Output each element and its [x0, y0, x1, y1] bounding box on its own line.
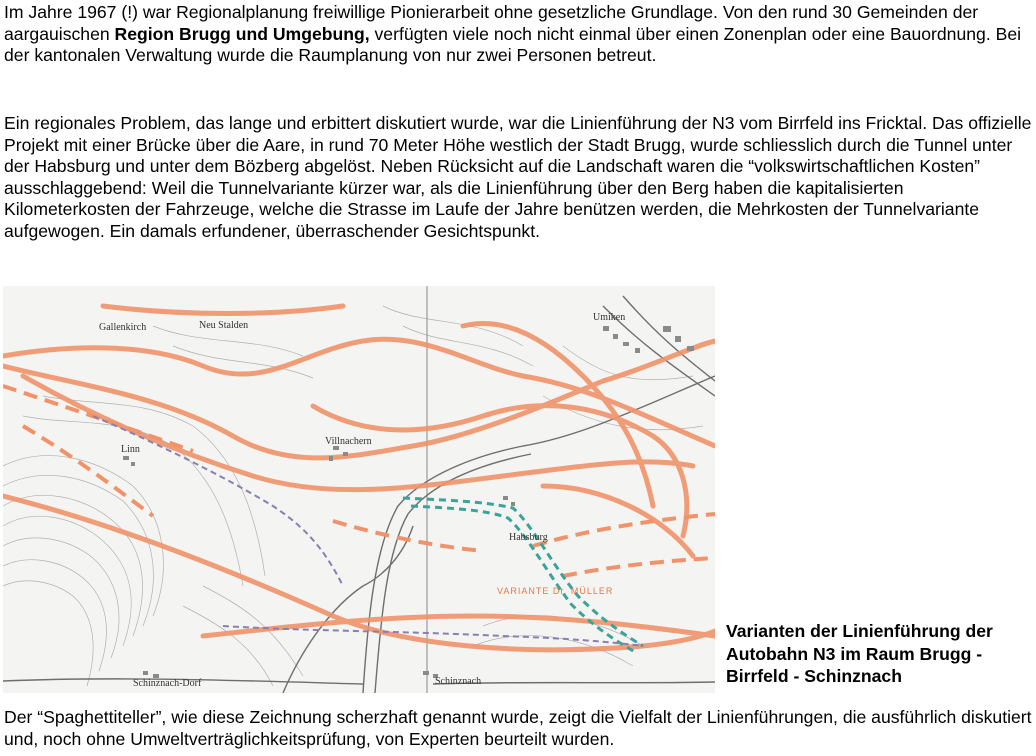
intro-text-end: verfügten viele noch nicht einmal über einen Zonenplan oder eine Bauordnung. Bei der kantonalen Verwaltung wurde die Raumplanung von nur zwei Personen betreut. [4, 23, 1022, 65]
map-label-schinznach-dorf: Schinznach-Dorf [133, 678, 202, 689]
route-variants-map [3, 286, 715, 693]
caption-line-1: Varianten der Linienführung der [726, 621, 993, 641]
caption-line-2: Autobahn N3 im Raum Brugg - [726, 643, 983, 664]
intro-paragraph [4, 2, 1032, 67]
caption-line-3: Birrfeld - Schinznach [726, 666, 902, 686]
map-label-linn: Linn [121, 444, 140, 455]
map-label-villnachern: Villnachern [325, 436, 372, 447]
map-caption [726, 620, 1036, 688]
map-label-schinznach: Schinznach [435, 676, 482, 687]
map-label-gallenkirch: Gallenkirch [99, 322, 147, 333]
spaghetti-paragraph: Der “Spaghettiteller”, wie diese Zeichnung scherzhaft genannt wurde, zeigt die Vielfalt der Linienführungen, die ausführlich diskutiert und, noch ohne Umweltverträglichkeitsprüfung, von Experten beurteilt wurden. [4, 707, 1032, 749]
map-label-variant: VARIANTE Dr. MÜLLER [497, 586, 614, 596]
intro-text-start: Im Jahre 1967 (!) war Regionalplanung freiwillige Pionierarbeit ohne gesetzliche Grundlage. Von den rund 30 Gemeinden der aargauischen [4, 2, 979, 44]
n3-route-paragraph: Ein regionales Problem, das lange und erbittert diskutiert wurde, war die Linienführung der N3 vom Birrfeld ins Fricktal. Das offizielle Projekt mit einer Brücke über die Aare, in rund 70 Meter Höhe westlich der Stadt Brugg, wurde schliesslich durch die Tunnel unter der Habsburg und unter dem Bözberg abgelöst. Neben Rücksicht auf die Landschaft waren die “volkswirtschaftlichen Kosten” ausschlaggebend: Weil die Tunnelvariante kürzer war, als die Linienführung über den Berg haben die kapitalisierten Kilometerkosten der Fahrzeuge, welche die Strasse im Laufe der Jahre benützen werden, die Mehrkosten der Tunnelvariante aufgewogen. Ein damals erfundener, überraschender Gesichtspunkt. [4, 113, 1032, 241]
map-label-umiken: Umiken [593, 312, 626, 323]
map-label-habsburg: Habsburg [509, 532, 548, 543]
map-label-neu-stalden: Neu Stalden [199, 320, 249, 331]
region-name-bold: Region Brugg und Umgebung, [114, 23, 370, 44]
